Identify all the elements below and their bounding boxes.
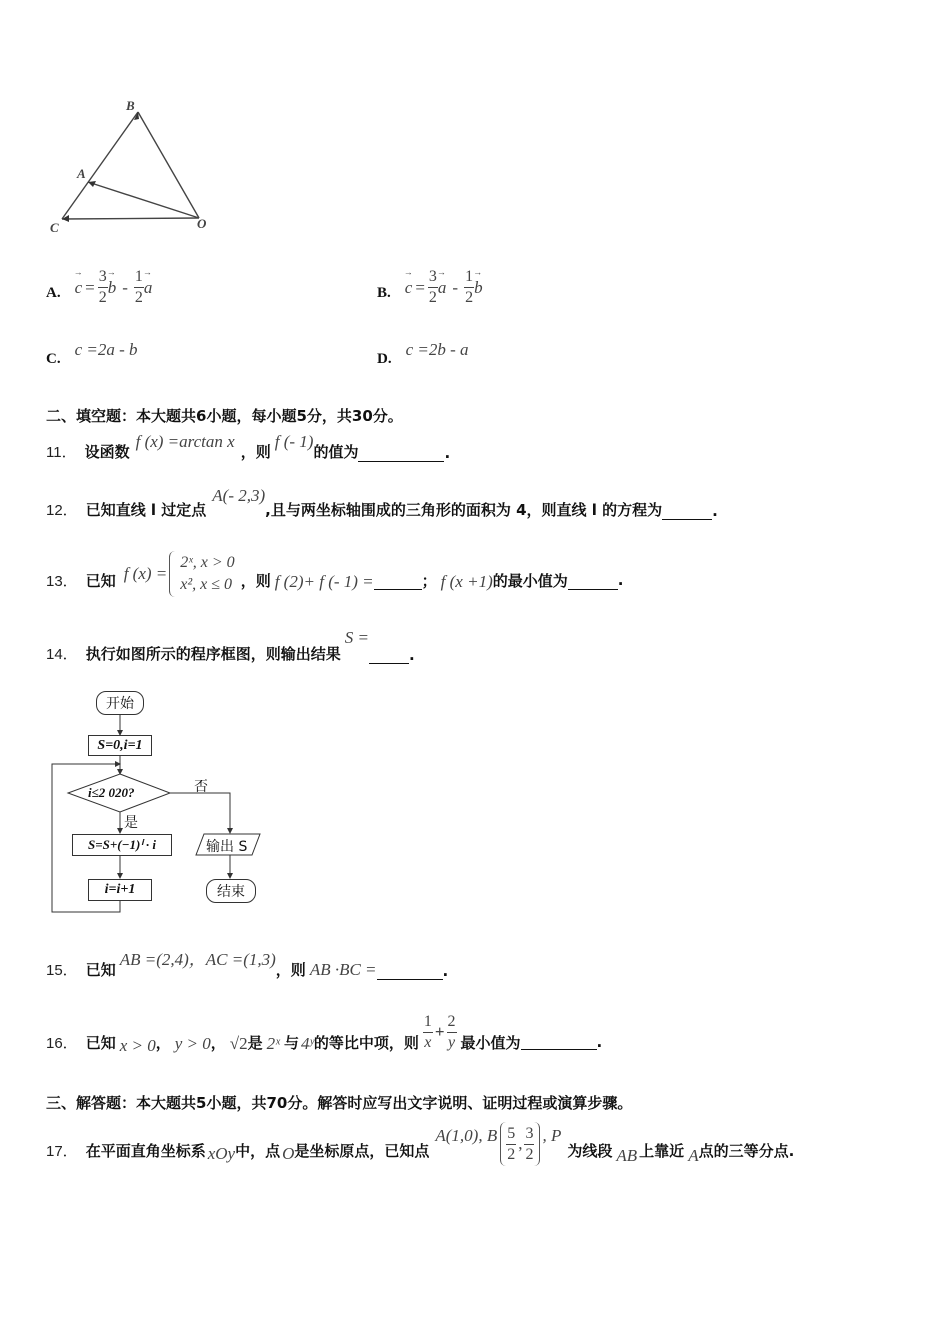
flowchart-yes-label: 是 bbox=[124, 815, 138, 831]
formula: A(- 2,3) bbox=[212, 486, 266, 505]
question-text: 是 bbox=[247, 1033, 263, 1052]
option-d-expression: c =2b - a bbox=[405, 340, 469, 359]
vec-a: → a bbox=[144, 278, 153, 298]
formula: O bbox=[282, 1144, 295, 1163]
flowchart-start: 开始 bbox=[96, 691, 144, 715]
question-15 bbox=[46, 946, 448, 980]
flowchart-increment: i=i+1 bbox=[88, 879, 152, 901]
formula: 2ˣ bbox=[266, 1034, 280, 1053]
section-3-header: 三、解答题：本大题共5小题，共70分。解答时应写出文字说明、证明过程或演算步骤。 bbox=[46, 1094, 633, 1112]
question-text: 上靠近 bbox=[639, 1141, 685, 1160]
label-C: C bbox=[50, 220, 59, 235]
formula: x > 0 bbox=[119, 1036, 156, 1055]
question-text: 中，点 bbox=[235, 1141, 281, 1160]
vec-a: → a bbox=[438, 278, 447, 298]
question-text: 的值为 bbox=[313, 443, 359, 461]
question-13 bbox=[46, 545, 623, 603]
answer-blank[interactable] bbox=[662, 505, 712, 520]
period: . bbox=[617, 571, 624, 589]
piecewise-cases bbox=[180, 552, 234, 596]
equals: = bbox=[415, 277, 425, 297]
option-c[interactable] bbox=[46, 340, 138, 368]
period: . bbox=[444, 444, 451, 462]
option-c-letter: C. bbox=[46, 351, 61, 367]
answer-blank[interactable] bbox=[377, 965, 443, 980]
question-text: 是坐标原点，已知点 bbox=[294, 1141, 430, 1160]
formula: f (- 1) bbox=[274, 432, 314, 451]
vec-c: → c bbox=[75, 278, 83, 298]
option-a-expression bbox=[75, 269, 153, 306]
frac-1-2: $\frac{1}{2}$ bbox=[134, 268, 143, 306]
flowchart-condition: i≤2 020? bbox=[88, 785, 135, 800]
formula: f (x) = bbox=[123, 564, 168, 583]
question-text: ，则 bbox=[240, 571, 271, 590]
question-number: 11． bbox=[46, 444, 77, 461]
period: . bbox=[596, 1033, 603, 1051]
flowchart-output: 输出 S bbox=[206, 839, 248, 855]
question-text: 的等比中项，则 bbox=[313, 1033, 419, 1052]
question-17 bbox=[46, 1116, 794, 1172]
option-b-expression bbox=[405, 269, 483, 306]
flowchart-no-label: 否 bbox=[194, 779, 208, 795]
formula: 4ʸ bbox=[300, 1034, 314, 1053]
formula: AB ·BC = bbox=[309, 960, 377, 979]
comma: , bbox=[518, 1134, 523, 1153]
frac-2-over-y: $\frac{2}{y}$ bbox=[447, 1012, 456, 1051]
formula: f (x +1) bbox=[440, 572, 493, 591]
question-text: 最小值为 bbox=[460, 1033, 521, 1052]
period: . bbox=[712, 502, 718, 520]
question-12 bbox=[46, 484, 718, 520]
question-number: 13． bbox=[46, 572, 78, 590]
option-a[interactable] bbox=[46, 258, 152, 306]
question-number: 17． bbox=[46, 1142, 78, 1160]
question-text: 为线段 bbox=[567, 1141, 613, 1160]
plus: + bbox=[434, 1022, 445, 1041]
flowchart-init: S=0,i=1 bbox=[88, 735, 152, 756]
question-text: 点的三等分点. bbox=[698, 1141, 795, 1160]
option-d-letter: D. bbox=[377, 351, 392, 367]
formula: S = bbox=[344, 628, 369, 647]
question-text: ，则 bbox=[275, 961, 306, 979]
equals: = bbox=[85, 277, 95, 297]
flowchart-end: 结束 bbox=[206, 879, 256, 903]
section-2-header: 二、填空题：本大题共6小题，每小题5分，共30分。 bbox=[46, 407, 403, 425]
flowchart bbox=[48, 688, 278, 918]
option-c-expression: c =2a - b bbox=[74, 340, 138, 359]
frac-1-2: $\frac{1}{2}$ bbox=[465, 268, 474, 306]
answer-blank[interactable] bbox=[358, 447, 444, 462]
formula: f (2)+ f (- 1) = bbox=[274, 572, 374, 591]
question-number: 14． bbox=[46, 646, 78, 663]
formula: AB =(2,4)，AC =(1,3) bbox=[119, 950, 276, 969]
question-text: 已知 bbox=[85, 571, 116, 590]
question-text: 执行如图所示的程序框图，则输出结果 bbox=[85, 645, 341, 663]
vec-c: → c bbox=[405, 278, 413, 298]
question-text: 设函数 bbox=[84, 443, 130, 461]
formula: A bbox=[688, 1146, 699, 1165]
question-text: 已知 bbox=[85, 961, 116, 979]
option-d[interactable] bbox=[377, 340, 469, 368]
case-2: x², x ≤ 0 bbox=[180, 576, 233, 593]
formula: A(1,0), B bbox=[435, 1126, 498, 1145]
question-16 bbox=[46, 1004, 602, 1060]
option-a-letter: A. bbox=[46, 285, 61, 301]
piecewise-brace bbox=[169, 551, 176, 597]
separator: ， bbox=[210, 1033, 226, 1052]
triangle-figure bbox=[44, 98, 224, 238]
minus: - bbox=[122, 277, 128, 297]
question-14 bbox=[46, 628, 415, 664]
question-number: 12． bbox=[46, 502, 78, 519]
question-number: 15． bbox=[46, 962, 78, 979]
separator: ， bbox=[155, 1033, 171, 1052]
vec-b: → b bbox=[474, 278, 483, 298]
label-A: A bbox=[77, 166, 86, 181]
vec-b: → b bbox=[108, 278, 117, 298]
question-text: ,且与两坐标轴围成的三角形的面积为 4，则直线 l 的方程为 bbox=[265, 501, 663, 519]
option-b-letter: B. bbox=[377, 285, 391, 301]
question-text: 已知 bbox=[85, 1033, 116, 1052]
answer-blank[interactable] bbox=[374, 575, 422, 590]
formula: AB bbox=[616, 1146, 638, 1165]
formula: xOy bbox=[207, 1144, 236, 1163]
answer-blank[interactable] bbox=[369, 649, 409, 664]
period: . bbox=[408, 646, 415, 664]
answer-blank[interactable] bbox=[568, 575, 618, 590]
label-O: O bbox=[197, 216, 207, 231]
frac-3-2: $\frac{3}{2}$ bbox=[98, 268, 107, 306]
case-1: 2ˣ, x > 0 bbox=[180, 554, 235, 571]
question-number: 16． bbox=[46, 1034, 78, 1052]
paren-close bbox=[534, 1122, 540, 1166]
formula: √2 bbox=[229, 1034, 248, 1053]
separator: ； bbox=[421, 571, 437, 590]
formula: , P bbox=[542, 1126, 562, 1145]
question-text: 与 bbox=[283, 1033, 299, 1052]
formula: y > 0 bbox=[174, 1034, 211, 1053]
label-B: B bbox=[126, 98, 135, 113]
period: . bbox=[442, 962, 449, 980]
question-text: 的最小值为 bbox=[492, 571, 568, 590]
frac-5-2: $\frac{5}{2}$ bbox=[507, 1124, 516, 1163]
question-text: 已知直线 l 过定点 bbox=[85, 501, 207, 519]
flowchart-update: S=S+(−1)ⁱ · i bbox=[72, 834, 172, 856]
formula: f (x) =arctan x bbox=[135, 432, 235, 451]
frac-3-2: $\frac{3}{2}$ bbox=[428, 268, 437, 306]
question-text: 在平面直角坐标系 bbox=[85, 1141, 206, 1160]
minus: - bbox=[452, 277, 459, 297]
question-11 bbox=[46, 428, 450, 462]
frac-1-over-x: $\frac{1}{x}$ bbox=[423, 1012, 432, 1051]
option-b[interactable] bbox=[377, 258, 483, 306]
frac-3-2: $\frac{3}{2}$ bbox=[525, 1124, 534, 1163]
answer-blank[interactable] bbox=[521, 1035, 597, 1050]
question-text: ，则 bbox=[240, 443, 271, 461]
